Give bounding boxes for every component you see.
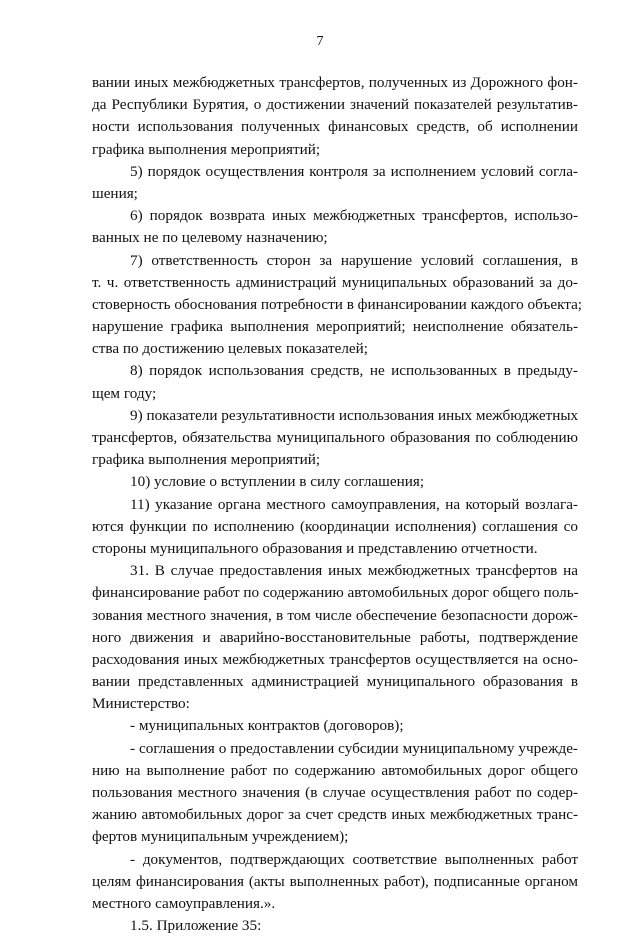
document-body [92,72,583,937]
page-number: 7 [316,34,324,49]
text-line: - муниципальных контрактов (договоров); [130,717,404,735]
text-line: 8) порядок использования средств, не использованных в предыду- [130,362,578,380]
text-line: пользования местного значения (в случае осуществления работ по содер- [92,784,578,801]
text-line: - соглашения о предоставлении субсидии муниципальному учрежде- [130,739,578,757]
text-line: т. ч. ответственность администраций муниципальных образований за до- [92,273,578,291]
text-line: - документов, подтверждающих соответствие выполненных работ [130,850,578,868]
text-line: трансфертов, обязательства муниципального образования по соблюдению [92,429,578,446]
text-line: 1.5. Приложение 35: [130,917,262,935]
text-line: 11) указание органа местного самоуправления, на который возлага- [130,495,578,513]
text-line: местного самоуправления.». [92,894,276,912]
text-line: вании представленных администрацией муниципального образования в [92,673,578,691]
text-line: щем году; [92,384,157,402]
text-line: ются функции по исполнению (координации исполнения) соглашения со [92,517,578,535]
text-line: зования местного значения, в том числе обеспечение безопасности дорож- [92,606,578,624]
text-line: финансирование работ по содержанию автомобильных дорог общего поль- [92,584,579,602]
text-line: 6) порядок возврата иных межбюджетных трансфертов, использо- [130,207,578,225]
text-line: фертов муниципальным учреждением); [92,828,349,846]
text-line: ванных не по целевому назначению; [92,229,328,247]
text-line: расходования иных межбюджетных трансфертов осуществляется на осно- [92,650,578,668]
text-line: графика выполнения мероприятий; [92,451,321,469]
text-line: графика выполнения мероприятий; [92,140,321,158]
text-line: 10) условие о вступлении в силу соглашения; [130,473,425,491]
text-line: стоверность обоснования потребности в финансировании каждого объекта; [92,295,583,313]
text-line: ного движения и аварийно-восстановительные работы, подтверждение [92,628,578,646]
text-line: шения; [92,184,138,202]
text-line: Министерство: [92,695,190,713]
text-line: целям финансирования (акты выполненных работ), подписанные органом [92,872,578,890]
text-line: стороны муниципального образования и представлению отчетности. [92,539,538,557]
text-line: ности использования полученных финансовых средств, об исполнении [92,118,578,136]
text-line: 7) ответственность сторон за нарушение условий соглашения, в [130,251,578,269]
text-line: нию на выполнение работ по содержанию автомобильных дорог общего [92,761,578,779]
text-line: вании иных межбюджетных трансфертов, полученных из Дорожного фон- [92,74,578,91]
text-line: 5) порядок осуществления контроля за исполнением условий согла- [130,162,578,180]
text-line: жанию автомобильных дорог за счет средств иных межбюджетных транс- [92,806,578,824]
text-line: 9) показатели результативности использования иных межбюджетных [130,406,579,424]
text-line: нарушение графика выполнения мероприятий; неисполнение обязатель- [92,318,578,336]
text-line: да Республики Бурятия, о достижении значений показателей результатив- [92,96,578,114]
text-line: 31. В случае предоставления иных межбюджетных трансфертов на [130,562,578,580]
text-line: ства по достижению целевых показателей; [92,340,368,358]
